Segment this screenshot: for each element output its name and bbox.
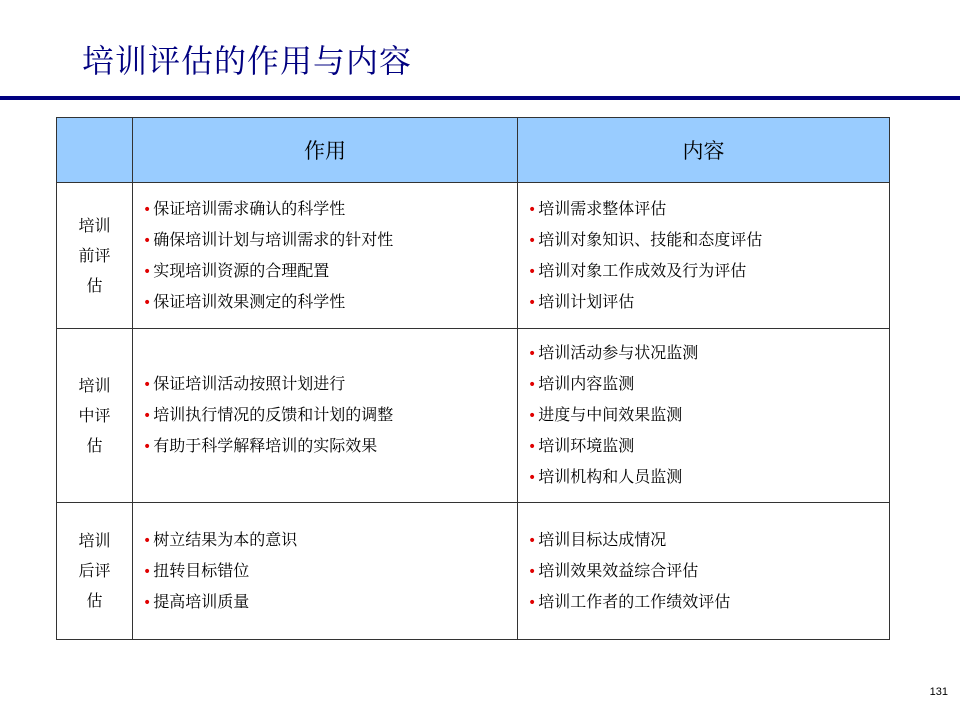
- list-item: • 培训目标达成情况: [528, 529, 667, 549]
- evaluation-table: [56, 117, 890, 640]
- roles-list: [143, 369, 517, 462]
- bullet-icon: •: [143, 594, 152, 611]
- page-number: 131: [929, 686, 948, 698]
- list-item: • 实现培训资源的合理配置: [143, 260, 330, 280]
- bullet-icon: •: [528, 232, 537, 249]
- slide-title: 培训评估的作用与内容: [82, 42, 413, 80]
- list-item: • 培训活动参与状况监测: [528, 343, 699, 362]
- bullet-icon: •: [143, 263, 152, 280]
- list-item: • 培训执行情况的反馈和计划的调整: [143, 405, 394, 424]
- list-item: • 培训对象工作成效及行为评估: [528, 260, 747, 280]
- table-header-row: [57, 118, 890, 183]
- list-item: • 培训计划评估: [528, 291, 635, 311]
- roles-cell: [133, 503, 518, 640]
- table-row-post-training: [57, 503, 890, 640]
- list-item: • 培训环境监测: [528, 436, 635, 455]
- contents-list: [528, 525, 889, 618]
- roles-cell: [133, 329, 518, 503]
- header-roles: 作用: [133, 118, 518, 183]
- table-row-pre-training: [57, 183, 890, 329]
- contents-list: [528, 338, 889, 493]
- list-item: • 培训内容监测: [528, 374, 635, 393]
- contents-list: [528, 194, 889, 318]
- bullet-icon: •: [143, 232, 152, 249]
- list-item: • 培训对象知识、技能和态度评估: [528, 229, 763, 249]
- bullet-icon: •: [143, 563, 152, 580]
- list-item: • 保证培训效果测定的科学性: [143, 291, 346, 311]
- roles-cell: [133, 183, 518, 329]
- list-item: • 保证培训需求确认的科学性: [143, 198, 346, 218]
- bullet-icon: •: [528, 201, 537, 218]
- bullet-icon: •: [143, 532, 152, 549]
- bullet-icon: •: [528, 439, 537, 455]
- bullet-icon: •: [143, 377, 152, 393]
- bullet-icon: •: [528, 263, 537, 280]
- list-item: • 培训需求整体评估: [528, 198, 667, 218]
- stage-cell: [57, 503, 133, 640]
- list-item: • 培训工作者的工作绩效评估: [528, 591, 731, 611]
- stage-cell: [57, 183, 133, 329]
- stage-label: 培训中评估: [78, 375, 111, 455]
- bullet-icon: •: [528, 377, 537, 393]
- list-item: • 培训机构和人员监测: [528, 467, 683, 486]
- list-item: • 培训效果效益综合评估: [528, 560, 699, 580]
- header-stage: [57, 118, 133, 183]
- contents-cell: [518, 503, 890, 640]
- list-item: • 扭转目标错位: [143, 560, 250, 580]
- contents-cell: [518, 183, 890, 329]
- list-item: • 树立结果为本的意识: [143, 529, 298, 549]
- bullet-icon: •: [143, 439, 152, 455]
- bullet-icon: •: [528, 294, 537, 311]
- table-row-during-training: [57, 329, 890, 503]
- bullet-icon: •: [143, 294, 152, 311]
- bullet-icon: •: [528, 532, 537, 549]
- bullet-icon: •: [143, 408, 152, 424]
- bullet-icon: •: [528, 346, 537, 362]
- bullet-icon: •: [528, 563, 537, 580]
- stage-cell: [57, 329, 133, 503]
- bullet-icon: •: [528, 470, 537, 486]
- roles-list: [143, 525, 517, 618]
- list-item: • 进度与中间效果监测: [528, 405, 683, 424]
- roles-list: [143, 194, 517, 318]
- list-item: • 确保培训计划与培训需求的针对性: [143, 229, 394, 249]
- bullet-icon: •: [143, 201, 152, 218]
- header-contents: 内容: [518, 118, 890, 183]
- bullet-icon: •: [528, 594, 537, 611]
- list-item: • 保证培训活动按照计划进行: [143, 374, 346, 393]
- bullet-icon: •: [528, 408, 537, 424]
- list-item: • 提高培训质量: [143, 591, 250, 611]
- contents-cell: [518, 329, 890, 503]
- title-divider: [0, 96, 960, 100]
- stage-label: 培训后评估: [78, 531, 111, 610]
- list-item: • 有助于科学解释培训的实际效果: [143, 436, 378, 455]
- stage-label: 培训前评估: [78, 215, 111, 295]
